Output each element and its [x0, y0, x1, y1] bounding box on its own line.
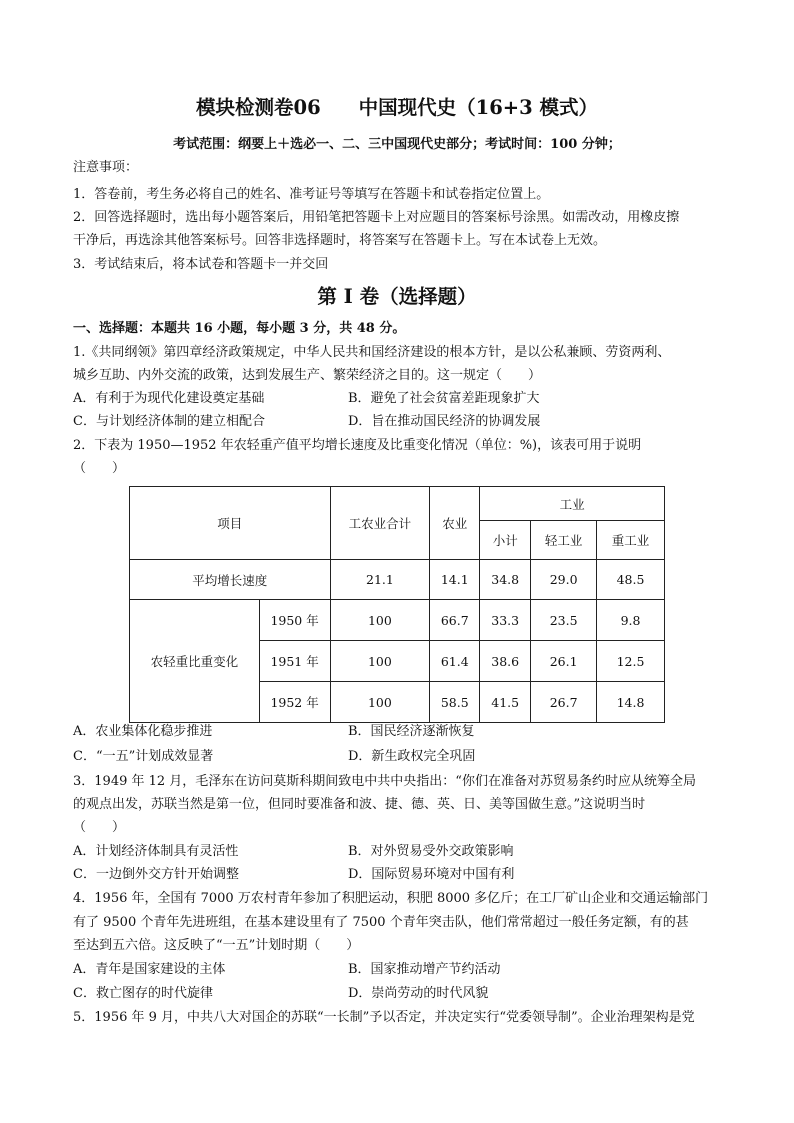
q5-stem-line: 5．1956 年 9 月，中共八大对国企的苏联“一长制”予以否定，并决定实行“党委领导制”。企业治理架构是党: [73, 1010, 695, 1025]
table-cell: 34.8: [480, 560, 531, 600]
q3-option-d: D．国际贸易环境对中国有利: [348, 867, 515, 882]
header-industry: 工业: [480, 487, 665, 521]
q2-option-a: A．农业集体化稳步推进: [73, 724, 213, 739]
q4-option-d: D．崇尚劳动的时代风貌: [348, 986, 489, 1001]
q1-stem-line: 1.《共同纲领》第四章经济政策规定，中华人民共和国经济建设的根本方针，是以公私兼顾、劳资两利、: [73, 345, 671, 360]
table-row: [130, 600, 665, 641]
q3-stem-line: 的观点出发，苏联当然是第一位，但同时要准备和波、捷、德、英、日、美等国做生意。”这说明当时: [73, 797, 646, 812]
table-cell: 12.5: [597, 641, 665, 682]
exam-scope: 考试范围：纲要上＋选必一、二、三中国现代史部分；考试时间：100 分钟；: [173, 137, 621, 152]
section-instruction: 一、选择题：本题共 16 小题，每小题 3 分，共 48 分。: [73, 321, 406, 336]
notes-heading: 注意事项：: [73, 160, 139, 175]
table-cell: 26.7: [531, 682, 597, 723]
table-cell: 100: [330, 641, 430, 682]
exam-title-left: 模块检测卷06: [196, 96, 321, 119]
table-cell: 58.5: [430, 682, 480, 723]
header-agriculture: 农业: [430, 487, 480, 560]
q3-option-b: B．对外贸易受外交政策影响: [348, 844, 514, 859]
q3-option-a: A．计划经济体制具有灵活性: [73, 844, 239, 859]
table-cell: 41.5: [480, 682, 531, 723]
note-line: 干净后，再选涂其他答案标号。回答非选择题时，将答案写在答题卡上。写在本试卷上无效。: [73, 233, 607, 248]
exam-title-right: 中国现代史（16+3 模式）: [358, 96, 598, 119]
table-cell: 66.7: [430, 600, 480, 641]
q2-stem-line: 2．下表为 1950—1952 年农轻重产值平均增长速度及比重变化情况（单位：%)，该表可用于说明: [73, 438, 642, 453]
table-cell: 48.5: [597, 560, 665, 600]
table-row: [130, 560, 665, 600]
q2-option-d: D．新生政权完全巩固: [348, 749, 476, 764]
growth-label: 平均增长速度: [130, 560, 331, 600]
header-subtotal: 小计: [480, 521, 531, 560]
q4-option-c: C．救亡图存的时代旋律: [73, 986, 213, 1001]
q1-stem-line: 城乡互助、内外交流的政策，达到发展生产、繁荣经济之目的。这一规定（ ）: [73, 368, 542, 383]
q2-data-table: [129, 486, 665, 723]
q4-stem-line: 至达到五六倍。这反映了“一五”计划时期（ ）: [73, 938, 360, 953]
q3-option-c: C．一边倒外交方针开始调整: [73, 867, 239, 882]
year-cell: 1951 年: [259, 641, 330, 682]
q1-option-c: C．与计划经济体制的建立相配合: [73, 414, 265, 429]
header-light-industry: 轻工业: [531, 521, 597, 560]
table-cell: 9.8: [597, 600, 665, 641]
table-cell: 21.1: [330, 560, 430, 600]
q2-stem-line: （ ）: [73, 461, 126, 476]
table-cell: 14.8: [597, 682, 665, 723]
q1-option-b: B．避免了社会贫富差距现象扩大: [348, 391, 540, 406]
q2-option-b: B．国民经济逐渐恢复: [348, 724, 475, 739]
header-item: 项目: [130, 487, 331, 560]
ratio-label: 农轻重比重变化: [130, 600, 260, 723]
table-cell: 61.4: [430, 641, 480, 682]
year-cell: 1950 年: [259, 600, 330, 641]
table-cell: 26.1: [531, 641, 597, 682]
section-title: 第 I 卷（选择题）: [317, 285, 477, 308]
table-header-row: [130, 487, 665, 521]
table-cell: 33.3: [480, 600, 531, 641]
note-line: 2．回答选择题时，选出每小题答案后，用铅笔把答题卡上对应题目的答案标号涂黑。如需改动，用橡皮擦: [73, 210, 680, 225]
q1-option-a: A．有利于为现代化建设奠定基础: [73, 391, 265, 406]
table-cell: 100: [330, 600, 430, 641]
table-cell: 29.0: [531, 560, 597, 600]
note-line: 3．考试结束后，将本试卷和答题卡一并交回: [73, 257, 329, 272]
table-cell: 14.1: [430, 560, 480, 600]
table-cell: 100: [330, 682, 430, 723]
table-cell: 38.6: [480, 641, 531, 682]
exam-title: [0, 94, 794, 122]
header-total: 工农业合计: [330, 487, 430, 560]
q3-stem-line: （ ）: [73, 820, 126, 835]
q4-option-a: A．青年是国家建设的主体: [73, 962, 226, 977]
q2-option-c: C．“一五”计划成效显著: [73, 749, 214, 764]
year-cell: 1952 年: [259, 682, 330, 723]
q4-option-b: B．国家推动增产节约活动: [348, 962, 501, 977]
q4-stem-line: 4．1956 年，全国有 7000 万农村青年参加了积肥运动，积肥 8000 多亿斤；在工厂矿山企业和交通运输部门: [73, 891, 709, 906]
header-heavy-industry: 重工业: [597, 521, 665, 560]
table-cell: 23.5: [531, 600, 597, 641]
note-line: 1．答卷前，考生务必将自己的姓名、准考证号等填写在答题卡和试卷指定位置上。: [73, 187, 550, 202]
q4-stem-line: 有了 9500 个青年先进班组，在基本建设里有了 7500 个青年突击队，他们常常超过一般任务定额，有的甚: [73, 915, 689, 930]
q3-stem-line: 3．1949 年 12 月，毛泽东在访问莫斯科期间致电中共中央指出：“你们在准备对苏贸易条约时应从统筹全局: [73, 774, 696, 789]
q1-option-d: D．旨在推动国民经济的协调发展: [348, 414, 541, 429]
